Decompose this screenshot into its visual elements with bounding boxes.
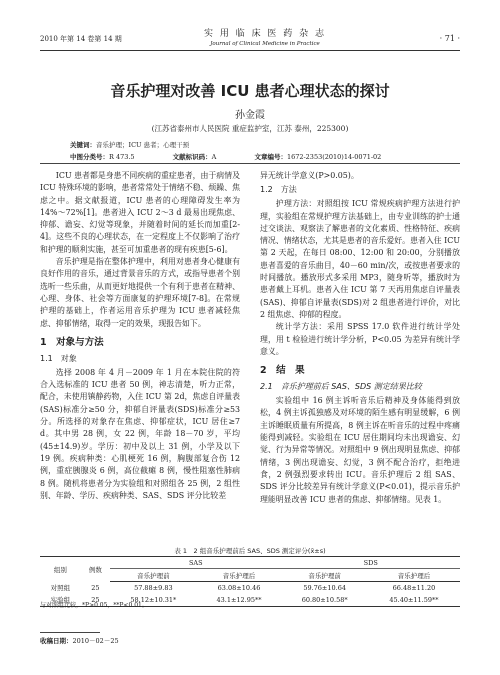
intro-paragraph-1: ICU 患者都是身患不同疾病的重症患者，由于病情及 ICU 特殊环境的影响，患者常常处于情绪不稳、烦躁、焦虑之中。据文献报道，ICU 患者的心理障碍发生率为 14%～72%[1]。患者进入 ICU 2～3 d 最易出现焦虑、抑郁、谵妄、幻觉等现象，并随着时间的延长而加重[2-4]。这些不良的心理状态，在一定程度上不仅影响了治疗和护理的顺利实施，甚至可加重患者的现有疾患[5-6]。 (40, 171, 240, 254)
article-title: 音乐护理对改善 ICU 患者心理状态的探讨 (110, 82, 390, 100)
section-2-1-text: 实验组中 16 例主诉听音乐后精神及身体能得到放松，4 例主诉孤独感及对环境的陌生感有明显缓解，6 例主诉睡眠质量有所提高，8 例主诉在听音乐的过程中疼痛能得到减轻。实验组在 ICU 居住期间均未出现谵妄、幻觉、行为异常等情况。对照组中 9 例出现明显焦虑、抑郁情绪，3 例出现谵妄、幻觉，3 例不配合治疗，拒绝进食，2 例强烈要求转出 ICU。音乐护理后 2 组 SAS、SDS 评分比较差异有统计学意义(P<0.01)，提示音乐护理能明显改善 ICU 患者的焦虑、抑郁情绪。见表 1。 (260, 396, 460, 504)
doc-code-label: 文献标识码： (172, 153, 212, 161)
table-cell-sas-after: 43.1±12.95** (197, 594, 282, 607)
table-header-group: 组别 (40, 557, 81, 582)
section-2-1-heading: 2.1 音乐护理前后 SAS、SDS 测定结果比较 (260, 382, 422, 392)
table-header-n: 例数 (81, 557, 110, 582)
received-date-line (40, 636, 119, 645)
table-subheader-sas-after: 音乐护理后 (197, 569, 282, 582)
table-cell-sas-before: 58.12±10.31* (110, 594, 196, 607)
clc-field (70, 153, 153, 161)
table-cell-sds-before: 60.80±10.58* (281, 594, 367, 607)
journal-name-en: Journal of Clinical Medicine in Practice (210, 41, 320, 47)
table-cell-n: 25 (91, 583, 100, 592)
table-1-title: 表 1 2 组音乐护理前后 SAS、SDS 测定评分(x̄±s) (174, 547, 326, 555)
section-1-2-paragraph-2: 统计学方法：采用 SPSS 17.0 软件进行统计学处理，用 t 检验进行统计学分析，P<0.05 为差异有统计学意义。 (260, 322, 460, 356)
left-column (40, 170, 240, 502)
table-cell-sas-before: 57.88±9.83 (134, 583, 173, 592)
article-id-field (254, 153, 399, 161)
issue-info: 2010 年第 14 卷第 14 期 (40, 35, 122, 43)
received-label: 收稿日期： (40, 637, 73, 645)
keywords: 音乐护理；ICU 患者；心理干预 (96, 141, 190, 149)
running-header (40, 26, 460, 51)
received-date: 2010－02－25 (72, 637, 119, 645)
section-1-1-text: 选择 2008 年 4 月－2009 年 1 月在本院住院的符合入选标准的 ICU 患者 50 例，神志清楚，听力正常，配合，未使用镇静药物，入住 ICU 第 2d，焦虑自评量表(SAS)标准分≥50 分，抑郁自评量表(SDS)标准分≥53 分。所选择的对象存在焦虑、抑郁症状，ICU 居住≥7 d。其中男 28 例，女 22 例，年龄 18－70 岁，平均(45±14.9)岁。学历：初中及以上 31 例，小学及以下 19 例。疾病种类：心肌梗死 16 例，胸腹部复合伤 12 例，重症胰腺炎 6 例，高位截瘫 8 例，慢性阻塞性肺病 8 例。随机将患者分为实验组和对照组各 25 例，2 组性别、年龄、学历、疾病种类、SAS、SDS 评分比较差 (40, 367, 240, 500)
table-subheader-sds-before: 音乐护理前 (281, 569, 367, 582)
article-author: 孙金霞 (235, 110, 265, 121)
table-header-sas: SAS (110, 557, 281, 569)
article-id-value: 1672-2353(2010)14-0071-02 (286, 153, 382, 161)
clc-label: 中图分类号： (70, 153, 109, 161)
clc-value: R 473.5 (109, 153, 135, 161)
table-cell-sds-after: 66.48±11.20 (392, 583, 436, 592)
author-affiliation: (江苏省泰州市人民医院 重症监护室，江苏 泰州，225300) (151, 124, 349, 133)
doc-code-field (173, 153, 235, 161)
journal-name-cn: 实 用 临 床 医 药 杂 志 (203, 29, 327, 39)
section-1-2-heading: 1.2 方法 (260, 185, 297, 195)
journal-name (190, 26, 340, 47)
table-cell-sds-after: 45.40±11.59** (368, 594, 460, 607)
header-divider (40, 163, 460, 164)
table-1 (40, 556, 460, 607)
table-header-sds: SDS (281, 557, 460, 569)
table-subheader-sds-after: 音乐护理后 (368, 569, 460, 582)
table-cell-sds-before: 59.76±10.64 (303, 583, 346, 592)
article-id-label: 文章编号： (254, 153, 287, 161)
keywords-label: 关键词： (70, 141, 96, 149)
section-1-1-heading: 1.1 对象 (40, 353, 77, 363)
table-cell-group: 对照组 (50, 584, 71, 592)
keywords-line (70, 140, 189, 149)
section-1-heading: 1 对象与方法 (40, 336, 104, 348)
table-row (40, 582, 460, 594)
classification-line (70, 152, 417, 161)
continued-text: 异无统计学意义(P>0.05)。 (260, 171, 359, 180)
table-cell-sas-after: 63.08±10.46 (217, 583, 261, 592)
right-column (260, 170, 460, 506)
page-number: · 71 · (439, 34, 460, 43)
table-subheader-sas-before: 音乐护理前 (110, 569, 196, 582)
table-cell-group: 实验组 (40, 594, 81, 607)
doc-code-value: A (211, 153, 217, 161)
section-1-2-paragraph-1: 护理方法：对照组按 ICU 常规疾病护理方法进行护理，实验组在常规护理方法基础上，由专业训练的护士通过交谈法、观察法了解患者的文化素质、性格特征、疾病情况、情绪状态，尤其是患者的音乐爱好。患者入住 ICU 第 2 天起，在每日 08:00、12:00 和 20:00，分别播放患者喜爱的音乐曲目，40－60 min/次，或按患者要求的时间播放。播放形式多采用 MP3，随身听等，播放时为患者戴上耳机。患者入住 ICU 第 7 天再用焦虑自评量表(SAS)、抑郁自评量表(SDS)对 2 组患者进行评价，对比 2 组焦虑、抑郁的程度。 (260, 199, 460, 319)
footnote-divider (40, 632, 100, 633)
section-2-heading: 2 结 果 (260, 365, 305, 377)
table-1-note: 与对照组比较，*P>0.05，**P<0.01。 (40, 602, 148, 609)
table-cell-n: 25 (81, 594, 110, 607)
intro-paragraph-2: 音乐护理是指在整体护理中，利用对患者身心健康有良好作用的音乐，通过背景音乐的方式，或指导患者个别选听一些乐曲，从而更好地提供一个有利于患者在精神、心理、身体、社会等方面康复的护理环境[7-8]。在常规护理的基础上，作者运用音乐护理为 ICU 患者减轻焦虑、抑郁情绪，取得一定的效果，现报告如下。 (40, 257, 240, 328)
